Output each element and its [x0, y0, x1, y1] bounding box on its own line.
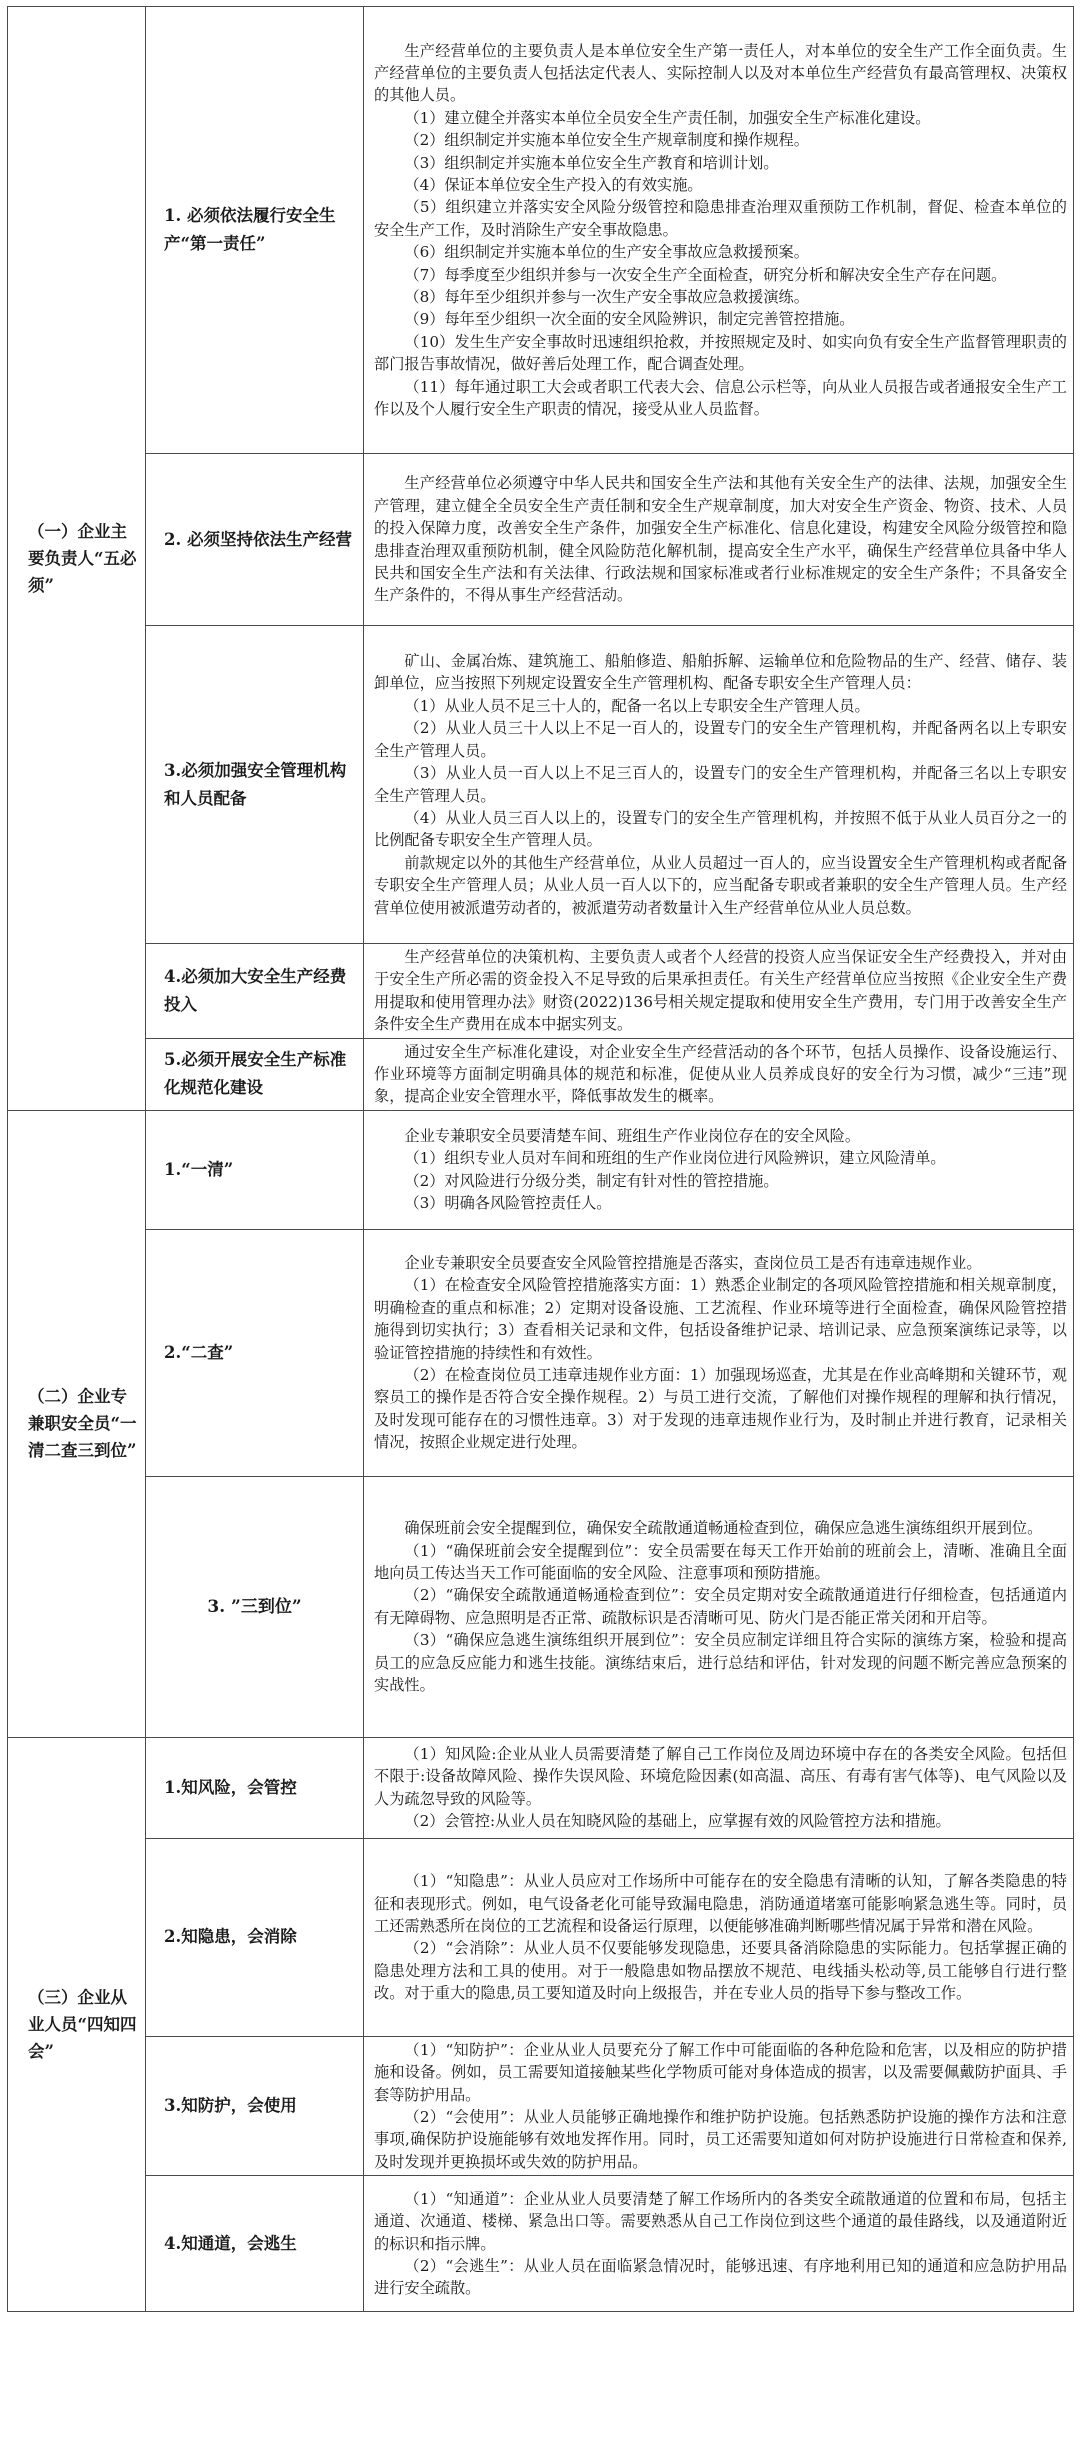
item-title: 1.“一清”	[146, 1110, 364, 1229]
item-title: 3.必须加强安全管理机构和人员配备	[146, 626, 364, 944]
item-content	[364, 1110, 1074, 1229]
table-row	[8, 1229, 1074, 1476]
content-paragraph: 确保班前会安全提醒到位，确保安全疏散通道畅通检查到位，确保应急逃生演练组织开展到位。	[404, 1519, 1043, 1538]
content-paragraph: （1）知风险:企业从业人员需要清楚了解自己工作岗位及周边环境中存在的各类安全风险。包括但不限于:设备故障风险、操作失误风险、环境危险因素(如高温、高压、有毒有害气体等)、电气风险以及人为疏忽导致的风险等。	[374, 1745, 1067, 1808]
content-paragraph: 前款规定以外的其他生产经营单位，从业人员超过一百人的，应当设置安全生产管理机构或者配备专职安全生产管理人员；从业人员一百人以下的，应当配备专职或者兼职的安全生产管理人员。生产经营单位使用被派遣劳动者的，被派遣劳动者数量计入生产经营单位从业人员总数。	[374, 853, 1067, 917]
item-title: 3. ”三到位”	[146, 1476, 364, 1737]
table-row	[8, 1038, 1074, 1110]
content-paragraph: 生产经营单位的决策机构、主要负责人或者个人经营的投资人应当保证安全生产经费投入，并对由于安全生产所必需的资金投入不足导致的后果承担责任。有关生产经营单位应当按照《企业安全生产费用提取和使用管理办法》财资(2022)136号相关规定提取和使用安全生产费用，专门用于改善安全生产条件安全生产费用在成本中据实列支。	[374, 948, 1067, 1034]
content-paragraph: （2）“会使用”：从业人员能够正确地操作和维护防护设施。包括熟悉防护设施的操作方法和注意事项,确保防护设施能够有效地发挥作用。同时，员工还需要知道如何对防护设施进行日常检查和保养,及时发现并更换损坏或失效的防护用品。	[374, 2108, 1067, 2171]
content-paragraph: 生产经营单位必须遵守中华人民共和国安全生产法和其他有关安全生产的法律、法规，加强安全生产管理，建立健全全员安全生产责任制和安全生产规章制度，加大对安全生产资金、物资、技术、人员的投入保障力度，改善安全生产条件，加强安全生产标准化、信息化建设，构建安全风险分级管控和隐患排查治理双重预防机制，健全风险防范化解机制，提高安全生产水平，确保生产经营单位具备中华人民共和国安全生产法和有关法律、行政法规和国家标准或者行业标准规定的安全生产条件；不具备安全生产条件的，不得从事生产经营活动。	[374, 474, 1067, 605]
item-title: 2. 必须坚持依法生产经营	[146, 454, 364, 626]
content-paragraph: （1）“确保班前会安全提醒到位”：安全员需要在每天工作开始前的班前会上，清晰、准确且全面地向员工传达当天工作可能面临的安全风险、注意事项和预防措施。	[374, 1541, 1067, 1583]
section-title: （三）企业从业人员“四知四会”	[8, 1737, 146, 2311]
item-content	[364, 2176, 1074, 2312]
content-paragraph: （1）“知通道”：企业从业人员要清楚了解工作场所内的各类安全疏散通道的位置和布局，包括主通道、次通道、楼梯、紧急出口等。需要熟悉从自己工作岗位到这些个通道的最佳路线，以及通道附近的标识和指示牌。	[374, 2189, 1067, 2253]
table-row	[8, 626, 1074, 944]
content-paragraph: （2）“会消除”：从业人员不仅要能够发现隐患，还要具备消除隐患的实际能力。包括掌握正确的隐患处理方法和工具的使用。对于一般隐患如物品摆放不规范、电线插头松动等,员工能够自行进行整改。对于重大的隐患,员工要知道及时向上级报告，并在专业人员的指导下参与整改工作。	[374, 1939, 1067, 2003]
content-paragraph: （11）每年通过职工大会或者职工代表大会、信息公示栏等，向从业人员报告或者通报安全生产工作以及个人履行安全生产职责的情况，接受从业人员监督。	[374, 377, 1067, 419]
table-row	[8, 1476, 1074, 1737]
content-paragraph: （3）组织制定并实施本单位安全生产教育和培训计划。	[404, 153, 779, 172]
item-content	[364, 454, 1074, 626]
item-content	[364, 1838, 1074, 2036]
content-paragraph: （1）建立健全并落实本单位全员安全生产责任制，加强安全生产标准化建设。	[404, 108, 931, 127]
duty-table	[7, 6, 1074, 2312]
content-paragraph: （4）保证本单位安全生产投入的有效实施。	[404, 175, 703, 194]
table-row	[8, 1110, 1074, 1229]
item-title: 4.知通道，会逃生	[146, 2176, 364, 2312]
item-title: 2.知隐患，会消除	[146, 1838, 364, 2036]
section-title: （一）企业主要负责人“五必须”	[8, 7, 146, 1111]
content-paragraph: （2）“会逃生”：从业人员在面临紧急情况时，能够迅速、有序地利用已知的通道和应急防护用品进行安全疏散。	[374, 2256, 1067, 2298]
item-content	[364, 944, 1074, 1039]
table-row	[8, 454, 1074, 626]
table-row	[8, 2036, 1074, 2175]
content-paragraph: （10）发生生产安全事故时迅速组织抢救，并按照规定及时、如实向负有安全生产监督管理职责的部门报告事故情况，做好善后处理工作，配合调查处理。	[374, 332, 1067, 374]
content-paragraph: （4）从业人员三百人以上的，设置专门的安全生产管理机构，并按照不低于从业人员百分之一的比例配备专职安全生产管理人员。	[374, 808, 1067, 850]
content-paragraph: （7）每季度至少组织并参与一次安全生产全面检查，研究分析和解决安全生产存在问题。	[404, 265, 1007, 284]
item-content	[364, 626, 1074, 944]
item-content	[364, 7, 1074, 454]
content-paragraph: （3）“确保应急逃生演练组织开展到位”：安全员应制定详细且符合实际的演练方案，检验和提高员工的应急反应能力和逃生技能。演练结束后，进行总结和评估，针对发现的问题不断完善应急预案的实战性。	[374, 1631, 1067, 1695]
table-row	[8, 7, 1074, 454]
content-paragraph: （9）每年至少组织一次全面的安全风险辨识，制定完善管控措施。	[404, 310, 855, 329]
content-paragraph: （1）“知隐患”：从业人员应对工作场所中可能存在的安全隐患有清晰的认知，了解各类隐患的特征和表现形式。例如，电气设备老化可能导致漏电隐患，消防通道堵塞可能影响紧急逃生等。同时，员工还需熟悉所在岗位的工艺流程和设备运行原理，以便能够准确判断哪些情况属于异常和潜在风险。	[374, 1872, 1067, 1935]
content-paragraph: （1）从业人员不足三十人的，配备一名以上专职安全生产管理人员。	[404, 696, 870, 715]
content-paragraph: （3）从业人员一百人以上不足三百人的，设置专门的安全生产管理机构，并配备三名以上专职安全生产管理人员。	[374, 764, 1067, 805]
content-paragraph: 企业专兼职安全员要查安全风险管控措施是否落实，查岗位员工是否有违章违规作业。	[404, 1254, 982, 1273]
content-paragraph: （8）每年至少组织并参与一次生产安全事故应急救援演练。	[404, 288, 809, 307]
content-paragraph: 生产经营单位的主要负责人是本单位安全生产第一责任人，对本单位的安全生产工作全面负责。生产经营单位的主要负责人包括法定代表人、实际控制人以及对本单位生产经营负有最高管理权、决策权的其他人员。	[374, 41, 1067, 105]
content-paragraph: 企业专兼职安全员要清楚车间、班组生产作业岗位存在的安全风险。	[404, 1127, 861, 1146]
content-paragraph: （5）组织建立并落实安全风险分级管控和隐患排查治理双重预防工作机制，督促、检查本单位的安全生产工作，及时消除生产安全事故隐患。	[374, 198, 1067, 239]
content-paragraph: （2）对风险进行分级分类，制定有针对性的管控措施。	[404, 1171, 779, 1190]
table-row	[8, 944, 1074, 1039]
content-paragraph: （2）从业人员三十人以上不足一百人的，设置专门的安全生产管理机构，并配备两名以上专职安全生产管理人员。	[374, 719, 1067, 760]
item-title: 4.必须加大安全生产经费投入	[146, 944, 364, 1039]
item-content	[364, 1476, 1074, 1737]
table-row	[8, 1838, 1074, 2036]
table-row	[8, 2176, 1074, 2312]
content-paragraph: 通过安全生产标准化建设，对企业安全生产经营活动的各个环节，包括人员操作、设备设施运行、作业环境等方面制定明确具体的规范和标准，促使从业人员养成良好的安全行为习惯，减少“三违”现象，提高企业安全管理水平，降低事故发生的概率。	[374, 1042, 1067, 1106]
content-paragraph: （1）组织专业人员对车间和班组的生产作业岗位进行风险辨识，建立风险清单。	[404, 1149, 946, 1168]
item-title: 2.“二查”	[146, 1229, 364, 1476]
section-title: （二）企业专兼职安全员“一清二查三到位”	[8, 1110, 146, 1737]
table-row	[8, 1737, 1074, 1838]
item-title: 1.知风险，会管控	[146, 1737, 364, 1838]
item-content	[364, 1229, 1074, 1476]
item-title: 5.必须开展安全生产标准化规范化建设	[146, 1038, 364, 1110]
content-paragraph: （1）“知防护”：企业从业人员要充分了解工作中可能面临的各种危险和危害，以及相应的防护措施和设备。例如，员工需要知道接触某些化学物质可能对身体造成的损害，以及需要佩戴防护面具、手套等防护用品。	[374, 2040, 1067, 2104]
content-paragraph: （6）组织制定并实施本单位的生产安全事故应急救援预案。	[404, 243, 809, 262]
content-paragraph: （1）在检查安全风险管控措施落实方面：1）熟悉企业制定的各项风险管控措施和相关规章制度，明确检查的重点和标准；2）定期对设备设施、工艺流程、作业环境等进行全面检查，确保风险管控措施得到切实执行；3）查看相关记录和文件，包括设备维护记录、培训记录、应急预案演练记录等，以验证管控措施的持续性和有效性。	[374, 1276, 1067, 1362]
content-paragraph: （2）“确保安全疏散通道畅通检查到位”：安全员定期对安全疏散通道进行仔细检查，包括通道内有无障碍物、应急照明是否正常、疏散标识是否清晰可见、防火门是否能正常关闭和开启等。	[374, 1586, 1067, 1627]
content-paragraph: （2）组织制定并实施本单位安全生产规章制度和操作规程。	[404, 131, 809, 150]
content-paragraph: 矿山、金属冶炼、建筑施工、船舶修造、船舶拆解、运输单位和危险物品的生产、经营、储存、装卸单位，应当按照下列规定设置安全生产管理机构、配备专职安全生产管理人员：	[374, 652, 1067, 693]
item-title: 3.知防护，会使用	[146, 2036, 364, 2175]
item-content	[364, 1038, 1074, 1110]
content-paragraph: （2）在检查岗位员工违章违规作业方面：1）加强现场巡查，尤其是在作业高峰期和关键环节，观察员工的操作是否符合安全操作规程。2）与员工进行交流，了解他们对操作规程的理解和执行情况，及时发现可能存在的习惯性违章。3）对于发现的违章违规作业行为，及时制止并进行教育，记录相关情况，按照企业规定进行处理。	[374, 1366, 1067, 1452]
item-content	[364, 2036, 1074, 2175]
item-title: 1. 必须依法履行安全生产“第一责任”	[146, 7, 364, 454]
item-content	[364, 1737, 1074, 1838]
content-paragraph: （2）会管控:从业人员在知晓风险的基础上，应掌握有效的风险管控方法和措施。	[404, 1812, 951, 1831]
content-paragraph: （3）明确各风险管控责任人。	[404, 1194, 612, 1213]
